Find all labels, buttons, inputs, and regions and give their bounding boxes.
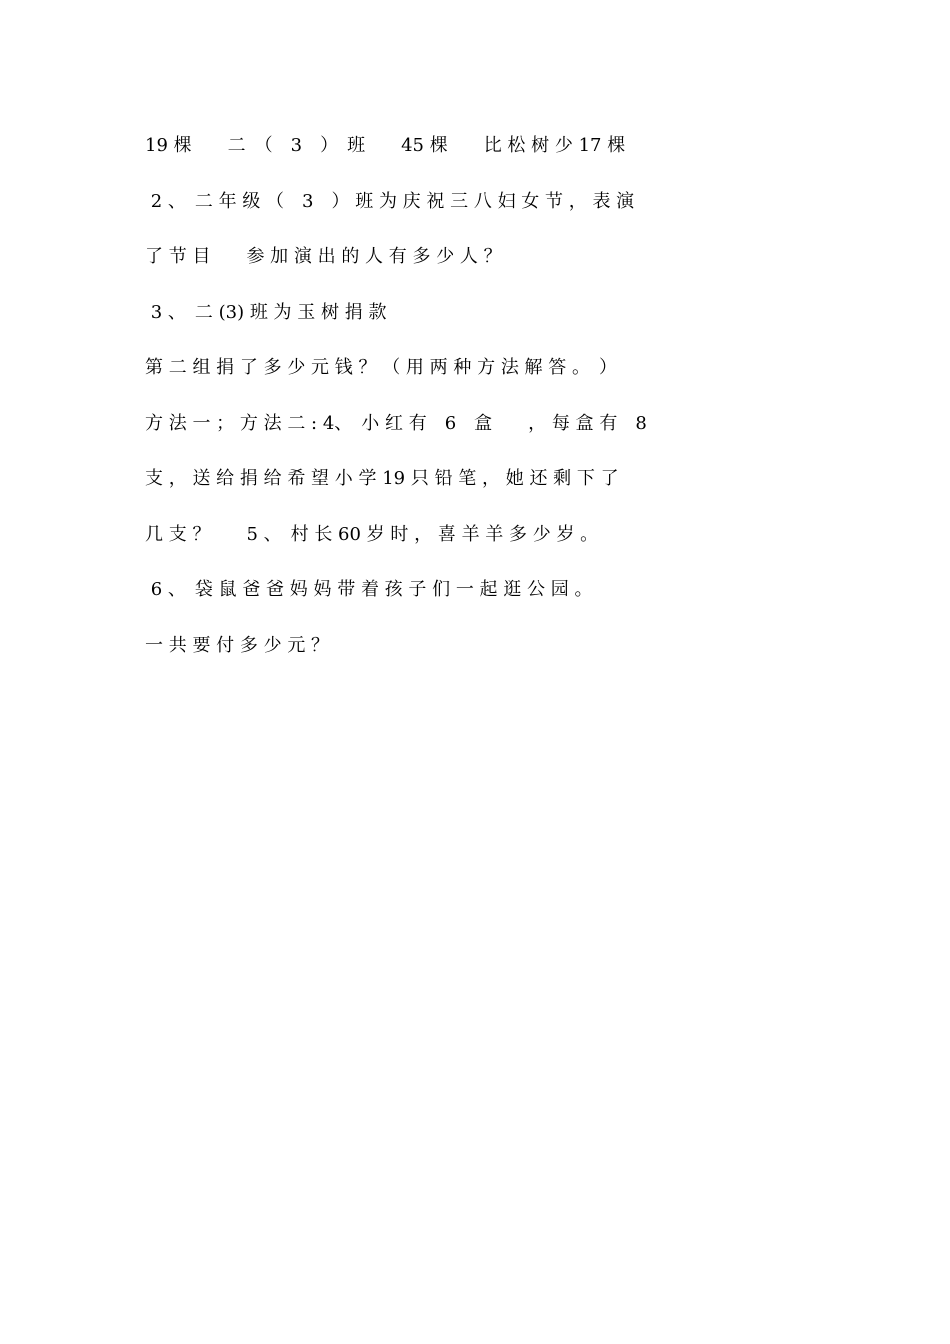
text-line: 一 共 要 付 多 少 元 ？	[145, 634, 330, 656]
text-line: 3 、 二 (3) 班 为 玉 树 捐 款	[145, 301, 387, 323]
document-body	[145, 118, 810, 673]
text-line: 第 二 组 捐 了 多 少 元 钱 ？ （ 用 两 种 方 法 解 答 。 ）	[145, 357, 617, 378]
text-line: 2 、 二 年 级 （ 3 ） 班 为 庆 祝 三 八 妇 女 节 ， 表 演	[145, 190, 635, 212]
text-line: 方 法 一 ； 方 法 二 : 4、 小 红 有 6 盒 ， 每 盒 有 8	[145, 412, 647, 434]
text-line: 6 、 袋 鼠 爸 爸 妈 妈 带 着 孩 子 们 一 起 逛 公 园 。	[145, 579, 593, 600]
text-line: 支 ， 送 给 捐 给 希 望 小 学 19 只 铅 笔 ， 她 还 剩 下 了	[145, 468, 619, 489]
text-line: 19 棵 二 （ 3 ） 班 45 棵 比 松 树 少 17 棵	[145, 135, 626, 156]
text-line: 了 节 目 参 加 演 出 的 人 有 多 少 人 ？	[145, 246, 502, 267]
text-line: 几 支 ？ 5 、 村 长 60 岁 时 ， 喜 羊 羊 多 少 岁 。	[145, 523, 599, 545]
